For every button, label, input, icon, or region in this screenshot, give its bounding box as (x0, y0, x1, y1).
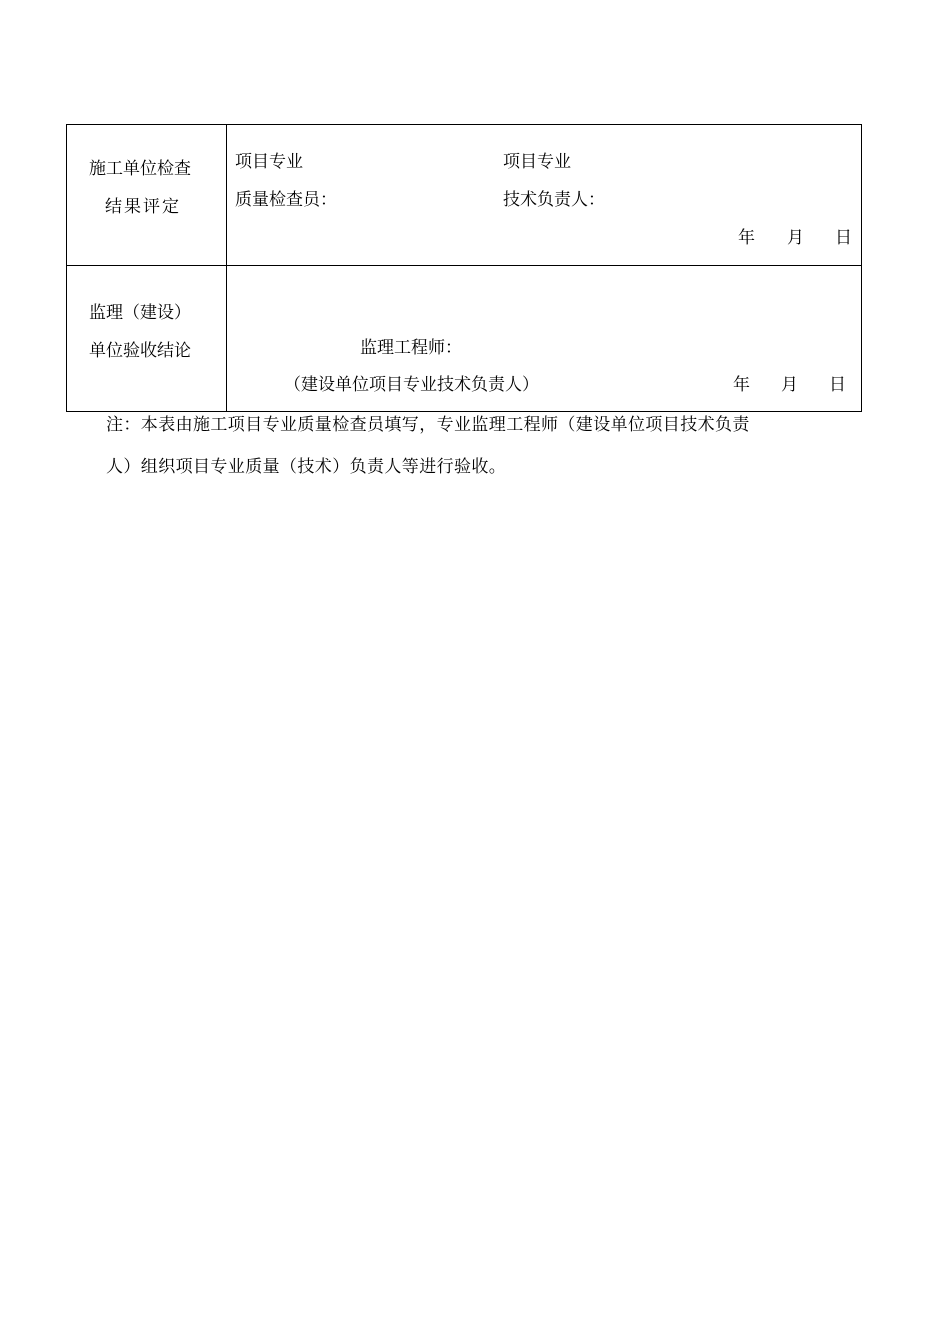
construction-check-label-cell (67, 125, 227, 265)
date-day-label: 日 (835, 228, 852, 248)
date-month-label: 月 (787, 228, 804, 248)
quality-inspector-title-line1: 项目专业 (235, 152, 303, 172)
date-year-label: 年 (733, 375, 750, 395)
inspection-form-table (66, 124, 862, 412)
construction-check-label-line1: 施工单位检查 (89, 159, 191, 179)
construction-check-label-line2: 结果评定 (105, 197, 181, 217)
technical-lead-title-line2: 技术负责人： (503, 190, 605, 210)
note-line2: 人）组织项目专业质量（技术）负责人等进行验收。 (106, 457, 507, 477)
table-row-construction-check (67, 125, 861, 266)
date-day-label: 日 (829, 375, 846, 395)
quality-inspector-title-line2: 质量检查员： (235, 190, 337, 210)
construction-check-content-cell (227, 125, 861, 265)
supervision-content-cell (227, 265, 861, 411)
construction-unit-lead-subtitle: （建设单位项目专业技术负责人） (284, 375, 539, 395)
table-row-supervision-acceptance (67, 265, 861, 411)
supervision-label-cell (67, 265, 227, 411)
supervision-label-line2: 单位验收结论 (89, 341, 191, 361)
date-year-label: 年 (738, 228, 755, 248)
note-line1: 注：本表由施工项目专业质量检查员填写，专业监理工程师（建设单位项目技术负责 (106, 415, 750, 435)
supervision-label-line1: 监理（建设） (89, 303, 191, 323)
supervising-engineer-title: 监理工程师： (360, 338, 462, 358)
date-month-label: 月 (781, 375, 798, 395)
technical-lead-title-line1: 项目专业 (503, 152, 571, 172)
